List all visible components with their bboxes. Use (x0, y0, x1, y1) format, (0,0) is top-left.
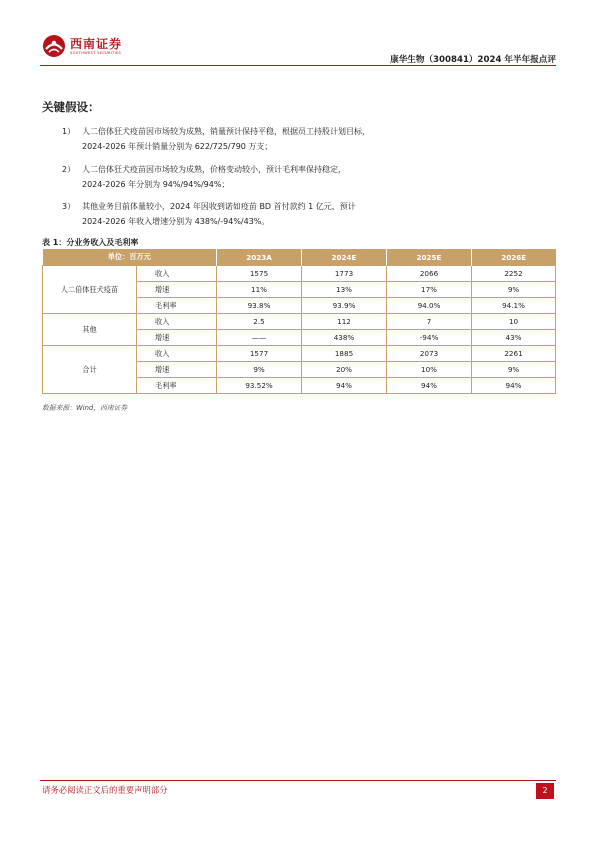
page-number: 2 (536, 783, 554, 799)
business-segment-label: 人二倍体狂犬疫苗 (43, 266, 137, 314)
table-cell: 11% (217, 282, 302, 298)
assumption-line: 人二倍体狂犬疫苗因市场较为成熟，销量预计保持平稳，根据员工持股计划目标， (82, 127, 370, 136)
metric-label: 毛利率 (137, 378, 217, 394)
table-cell: 438% (302, 330, 387, 346)
metric-label: 增速 (137, 330, 217, 346)
table-cell: 1773 (302, 266, 387, 282)
data-source-note: 数据来源：Wind，西南证券 (42, 404, 128, 412)
metric-label: 增速 (137, 282, 217, 298)
report-title: 康华生物（300841）2024 年半年报点评 (390, 55, 556, 65)
assumption-item (62, 162, 532, 192)
metric-label: 毛利率 (137, 298, 217, 314)
table-cell: 10 (472, 314, 556, 330)
metric-label: 收入 (137, 266, 217, 282)
metric-label: 收入 (137, 314, 217, 330)
logo-icon (42, 34, 66, 58)
table-cell: 7 (387, 314, 472, 330)
table-cell: 2261 (472, 346, 556, 362)
year-header: 2025E (387, 249, 472, 266)
footer-disclaimer: 请务必阅读正文后的重要声明部分 (42, 785, 168, 795)
table-header-row (43, 249, 556, 266)
year-header: 2026E (472, 249, 556, 266)
table-cell: 2252 (472, 266, 556, 282)
table-cell: —— (217, 330, 302, 346)
company-logo (40, 30, 160, 64)
year-header: 2024E (302, 249, 387, 266)
assumption-line: 人二倍体狂犬疫苗因市场较为成熟，价格变动较小，预计毛利率保持稳定， (82, 165, 346, 174)
table-cell: 9% (472, 362, 556, 378)
assumption-line: 2024-2026 年收入增速分别为 438%/-94%/43%。 (82, 217, 270, 226)
metric-label: 增速 (137, 362, 217, 378)
table-cell: 1575 (217, 266, 302, 282)
assumption-number: 1） (62, 127, 76, 136)
page-header (40, 30, 556, 66)
revenue-margin-table (42, 249, 556, 394)
assumption-item (62, 199, 532, 229)
year-header: 2023A (217, 249, 302, 266)
table-cell: 94.0% (387, 298, 472, 314)
business-segment-label: 合计 (43, 346, 137, 394)
assumption-number: 3） (62, 202, 76, 211)
table-cell: 9% (472, 282, 556, 298)
metric-label: 收入 (137, 346, 217, 362)
table-cell: -94% (387, 330, 472, 346)
table-cell: 9% (217, 362, 302, 378)
table-cell: 94% (387, 378, 472, 394)
table-cell: 93.9% (302, 298, 387, 314)
table-cell: 112 (302, 314, 387, 330)
section-title: 关键假设： (42, 100, 100, 114)
table-cell: 93.8% (217, 298, 302, 314)
logo-text-en: SOUTHWEST SECURITIES (70, 51, 122, 55)
table-cell: 10% (387, 362, 472, 378)
header-divider (40, 65, 556, 66)
table-cell: 1885 (302, 346, 387, 362)
assumption-line: 2024-2026 年预计销量分别为 622/725/790 万支； (82, 142, 273, 151)
assumption-line: 2024-2026 年分别为 94%/94%/94%； (82, 180, 230, 189)
table-cell: 2066 (387, 266, 472, 282)
assumption-item (62, 124, 532, 154)
table-cell: 17% (387, 282, 472, 298)
table-cell: 2073 (387, 346, 472, 362)
table-cell: 94.1% (472, 298, 556, 314)
footer-divider (40, 780, 556, 781)
table-row (43, 266, 556, 282)
unit-header: 单位：百万元 (43, 249, 217, 266)
table-cell: 94% (302, 378, 387, 394)
table-cell: 2.5 (217, 314, 302, 330)
table-title: 表 1：分业务收入及毛利率 (42, 238, 139, 247)
table-row (43, 314, 556, 330)
assumption-number: 2） (62, 165, 76, 174)
table-cell: 1577 (217, 346, 302, 362)
logo-text-cn: 西南证券 (70, 37, 123, 51)
table-cell: 13% (302, 282, 387, 298)
business-segment-label: 其他 (43, 314, 137, 346)
table-cell: 94% (472, 378, 556, 394)
table-cell: 43% (472, 330, 556, 346)
table-cell: 20% (302, 362, 387, 378)
table-row (43, 346, 556, 362)
table-cell: 93.52% (217, 378, 302, 394)
assumption-line: 其他业务目前体量较小，2024 年因收到诺如疫苗 BD 首付款约 1 亿元，预计 (82, 202, 356, 211)
